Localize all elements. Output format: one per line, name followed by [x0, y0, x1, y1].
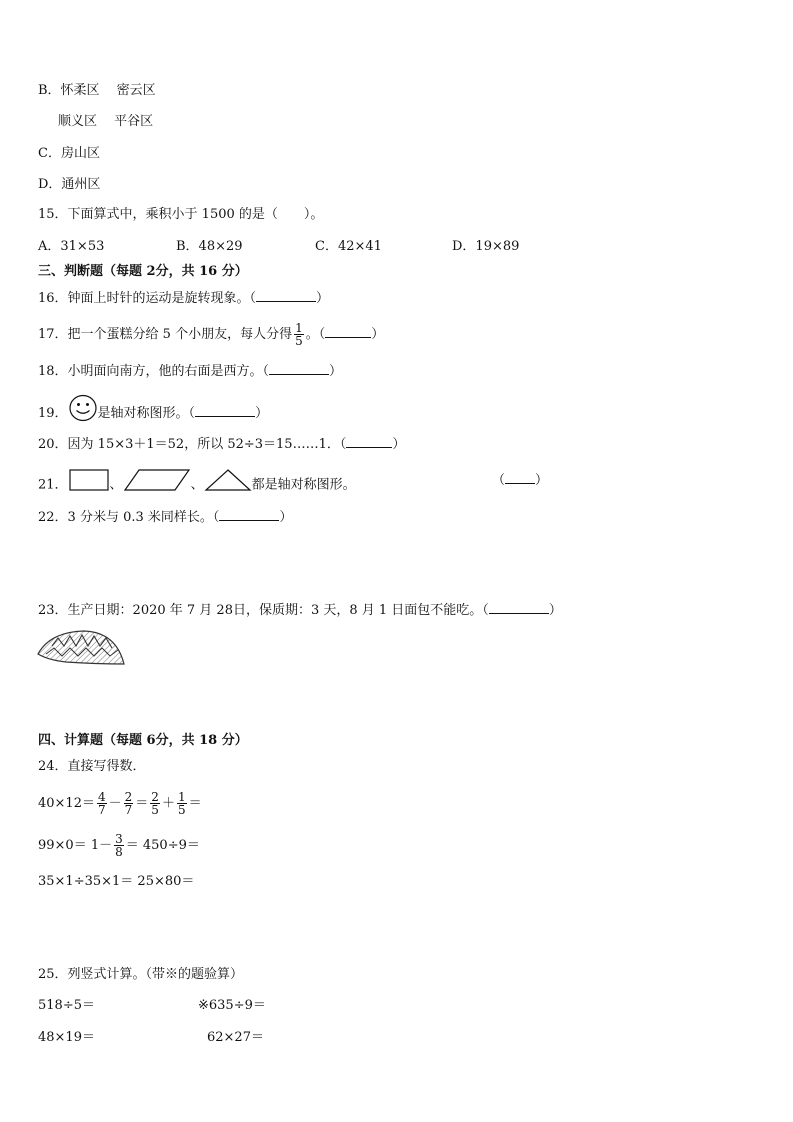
- q24-row-3: 35×1÷35×1＝ 25×80＝: [38, 874, 195, 889]
- q21-answer-parens: [492, 471, 548, 491]
- numerator: 3: [115, 832, 123, 846]
- q20-close-paren: ）: [392, 437, 406, 452]
- q21-open-paren: （: [492, 473, 506, 488]
- denominator: 5: [151, 803, 159, 817]
- fraction-1-5: [177, 791, 187, 816]
- smiley-face-icon: [68, 394, 98, 433]
- q23-text: 23．生产日期：2020 年 7 月 28日，保质期：3 天，8 月 1 日面包不能吃。（: [38, 603, 489, 618]
- q24-expr-450div9: ＝ 450÷9＝: [125, 838, 200, 853]
- q22-answer-blank[interactable]: [219, 508, 279, 521]
- denominator: 7: [124, 803, 133, 817]
- q25-expr-62x27: 62×27＝: [207, 1030, 264, 1045]
- q18-text: 18．小明面向南方，他的右面是西方。（: [38, 364, 270, 379]
- numerator: 2: [151, 790, 159, 804]
- q20: [38, 435, 405, 455]
- q14-option-d: D．通州区: [38, 177, 101, 192]
- q14-option-b-line2: 顺义区 平谷区: [58, 114, 154, 129]
- q15-option-d: D．19×89: [452, 239, 520, 254]
- rectangle-shape-icon: [68, 468, 110, 502]
- q22-close-paren: ）: [279, 510, 293, 525]
- q25-expr-48x19: 48×19＝: [38, 1030, 95, 1045]
- q24-row-1: [38, 789, 202, 819]
- q25-title: 25．列竖式计算。（带※的题验算）: [38, 967, 244, 982]
- fraction-2-7: [124, 791, 134, 816]
- q21-text-a: 21．: [38, 477, 68, 493]
- parallelogram-shape-icon: [123, 468, 191, 502]
- q23-close-paren: ）: [548, 603, 562, 618]
- q17-text-b: 。（: [305, 327, 326, 342]
- q20-answer-blank[interactable]: [346, 435, 392, 448]
- q21-close-paren: ）: [535, 473, 549, 488]
- q19-text-b: 是轴对称图形。（: [97, 406, 196, 421]
- triangle-shape-icon: [204, 468, 252, 502]
- numerator: 1: [177, 790, 186, 804]
- q25-expr-635div9: ※635÷9＝: [198, 998, 266, 1013]
- q25-expr-518div5: 518÷5＝: [38, 998, 95, 1013]
- numerator: 4: [97, 790, 106, 804]
- q23: [38, 601, 562, 621]
- q20-text: 20．因为 15×3＋1＝52，所以 52÷3＝15……1．（: [38, 437, 347, 452]
- q19: [38, 394, 268, 433]
- q17-close-paren: ）: [371, 327, 385, 342]
- q21-separator-1: 、: [109, 477, 123, 493]
- section-4-title: 四、计算题（每题 6分，共 18 分）: [38, 733, 248, 748]
- q24-title: 24．直接写得数．: [38, 759, 146, 774]
- q16-text: 16．钟面上时针的运动是旋转现象。（: [38, 291, 257, 306]
- q17-text-a: 17．把一个蛋糕分给 5 个小朋友，每人分得: [38, 327, 293, 342]
- equals-sign: ＝: [135, 796, 149, 811]
- q21: [38, 468, 356, 502]
- numerator: 2: [124, 790, 133, 804]
- fraction-3-8: [114, 833, 124, 858]
- fraction-2-5: [150, 791, 160, 816]
- q19-text-a: 19．: [38, 406, 68, 421]
- q15-stem: 15．下面算式中，乘积小于 1500 的是（ ）。: [38, 207, 324, 222]
- equals-sign: ＝: [188, 796, 202, 811]
- denominator: 7: [97, 803, 106, 817]
- q15-option-a: A．31×53: [38, 239, 105, 254]
- q24-expr-99x0: 99×0＝ 1－: [38, 838, 113, 853]
- q16-answer-blank[interactable]: [256, 289, 316, 302]
- q14-option-b-line1: B．怀柔区 密云区: [38, 83, 156, 98]
- bread-icon: [36, 628, 128, 672]
- q21-answer-blank[interactable]: [505, 471, 535, 484]
- denominator: 5: [177, 803, 186, 817]
- q19-close-paren: ）: [255, 406, 269, 421]
- minus-sign: －: [108, 796, 122, 811]
- q23-answer-blank[interactable]: [489, 601, 549, 614]
- q21-separator-2: 、: [190, 477, 204, 493]
- q17-fraction-denominator: 5: [295, 334, 303, 348]
- fraction-4-7: [97, 791, 107, 816]
- q17-fraction-numerator: 1: [295, 321, 303, 335]
- q17: [38, 320, 384, 350]
- denominator: 8: [115, 845, 123, 859]
- q22: [38, 508, 292, 528]
- q16: [38, 289, 329, 309]
- q19-answer-blank[interactable]: [195, 404, 255, 417]
- q18: [38, 362, 342, 382]
- section-3-title: 三、判断题（每题 2分，共 16 分）: [38, 264, 248, 279]
- q14-option-c: C．房山区: [38, 146, 100, 161]
- q15-option-c: C．42×41: [315, 239, 382, 254]
- q24-row-2: [38, 831, 200, 861]
- q15-option-b: B．48×29: [176, 239, 243, 254]
- q21-text-b: 都是轴对称图形。: [251, 477, 356, 493]
- q17-answer-blank[interactable]: [325, 325, 371, 338]
- plus-sign: ＋: [161, 796, 175, 811]
- q16-close-paren: ）: [316, 291, 330, 306]
- q18-answer-blank[interactable]: [269, 362, 329, 375]
- q24-expr-40x12: 40×12＝: [38, 796, 95, 811]
- q17-fraction: [294, 322, 304, 347]
- q18-close-paren: ）: [329, 364, 343, 379]
- q22-text: 22．3 分米与 0.3 米同样长。（: [38, 510, 220, 525]
